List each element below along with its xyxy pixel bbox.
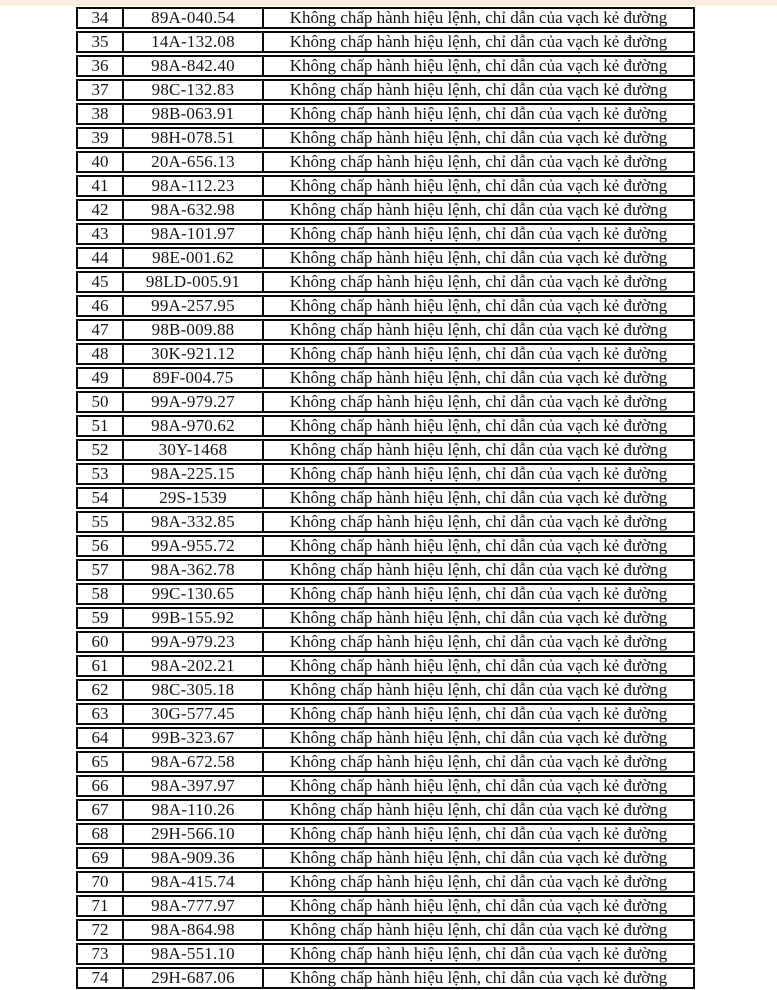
row-number-cell: 44 xyxy=(76,247,124,269)
violation-text-cell: Không chấp hành hiệu lệnh, chỉ dẫn của vạch kẻ đường xyxy=(264,631,695,653)
table-row xyxy=(76,55,695,77)
table-row xyxy=(76,271,695,293)
row-number-cell: 57 xyxy=(76,559,124,581)
plate-number-cell: 99B-155.92 xyxy=(124,607,264,629)
plate-number-cell: 98A-332.85 xyxy=(124,511,264,533)
plate-number-cell: 29H-687.06 xyxy=(124,967,264,989)
table-row xyxy=(76,487,695,509)
plate-number-cell: 98A-909.36 xyxy=(124,847,264,869)
violation-text-cell: Không chấp hành hiệu lệnh, chỉ dẫn của vạch kẻ đường xyxy=(264,151,695,173)
violation-text-cell: Không chấp hành hiệu lệnh, chỉ dẫn của vạch kẻ đường xyxy=(264,319,695,341)
table-row xyxy=(76,607,695,629)
plate-number-cell: 98LD-005.91 xyxy=(124,271,264,293)
table-row xyxy=(76,775,695,797)
table-row xyxy=(76,559,695,581)
plate-number-cell: 29H-566.10 xyxy=(124,823,264,845)
table-row xyxy=(76,751,695,773)
table-row xyxy=(76,703,695,725)
violation-text-cell: Không chấp hành hiệu lệnh, chỉ dẫn của vạch kẻ đường xyxy=(264,343,695,365)
violation-text-cell: Không chấp hành hiệu lệnh, chỉ dẫn của vạch kẻ đường xyxy=(264,31,695,53)
violation-text-cell: Không chấp hành hiệu lệnh, chỉ dẫn của vạch kẻ đường xyxy=(264,583,695,605)
row-number-cell: 74 xyxy=(76,967,124,989)
violation-text-cell: Không chấp hành hiệu lệnh, chỉ dẫn của vạch kẻ đường xyxy=(264,775,695,797)
violation-text-cell: Không chấp hành hiệu lệnh, chỉ dẫn của vạch kẻ đường xyxy=(264,511,695,533)
table-row xyxy=(76,871,695,893)
table-row xyxy=(76,199,695,221)
row-number-cell: 38 xyxy=(76,103,124,125)
table-row xyxy=(76,7,695,29)
violation-text-cell: Không chấp hành hiệu lệnh, chỉ dẫn của vạch kẻ đường xyxy=(264,199,695,221)
plate-number-cell: 98B-009.88 xyxy=(124,319,264,341)
row-number-cell: 60 xyxy=(76,631,124,653)
row-number-cell: 62 xyxy=(76,679,124,701)
violation-text-cell: Không chấp hành hiệu lệnh, chỉ dẫn của vạch kẻ đường xyxy=(264,535,695,557)
violation-text-cell: Không chấp hành hiệu lệnh, chỉ dẫn của vạch kẻ đường xyxy=(264,463,695,485)
table-row xyxy=(76,847,695,869)
table-row xyxy=(76,919,695,941)
row-number-cell: 65 xyxy=(76,751,124,773)
row-number-cell: 41 xyxy=(76,175,124,197)
table-row xyxy=(76,655,695,677)
row-number-cell: 50 xyxy=(76,391,124,413)
row-number-cell: 36 xyxy=(76,55,124,77)
plate-number-cell: 98A-397.97 xyxy=(124,775,264,797)
table-body xyxy=(76,7,695,989)
table-row xyxy=(76,367,695,389)
violation-text-cell: Không chấp hành hiệu lệnh, chỉ dẫn của vạch kẻ đường xyxy=(264,223,695,245)
plate-number-cell: 98A-632.98 xyxy=(124,199,264,221)
row-number-cell: 48 xyxy=(76,343,124,365)
row-number-cell: 59 xyxy=(76,607,124,629)
table-row xyxy=(76,127,695,149)
plate-number-cell: 98C-132.83 xyxy=(124,79,264,101)
table-row xyxy=(76,895,695,917)
plate-number-cell: 20A-656.13 xyxy=(124,151,264,173)
plate-number-cell: 98A-101.97 xyxy=(124,223,264,245)
row-number-cell: 64 xyxy=(76,727,124,749)
violation-text-cell: Không chấp hành hiệu lệnh, chỉ dẫn của vạch kẻ đường xyxy=(264,823,695,845)
row-number-cell: 53 xyxy=(76,463,124,485)
plate-number-cell: 98A-225.15 xyxy=(124,463,264,485)
table-row xyxy=(76,175,695,197)
row-number-cell: 73 xyxy=(76,943,124,965)
table-row xyxy=(76,943,695,965)
row-number-cell: 34 xyxy=(76,7,124,29)
row-number-cell: 72 xyxy=(76,919,124,941)
table-row xyxy=(76,439,695,461)
table-row xyxy=(76,79,695,101)
row-number-cell: 61 xyxy=(76,655,124,677)
violation-text-cell: Không chấp hành hiệu lệnh, chỉ dẫn của vạch kẻ đường xyxy=(264,367,695,389)
violation-text-cell: Không chấp hành hiệu lệnh, chỉ dẫn của vạch kẻ đường xyxy=(264,847,695,869)
table-row xyxy=(76,103,695,125)
table-row xyxy=(76,319,695,341)
plate-number-cell: 99A-979.27 xyxy=(124,391,264,413)
row-number-cell: 68 xyxy=(76,823,124,845)
plate-number-cell: 99A-979.23 xyxy=(124,631,264,653)
violation-text-cell: Không chấp hành hiệu lệnh, chỉ dẫn của vạch kẻ đường xyxy=(264,751,695,773)
plate-number-cell: 98E-001.62 xyxy=(124,247,264,269)
table-row xyxy=(76,511,695,533)
violation-text-cell: Không chấp hành hiệu lệnh, chỉ dẫn của vạch kẻ đường xyxy=(264,607,695,629)
plate-number-cell: 98A-112.23 xyxy=(124,175,264,197)
row-number-cell: 42 xyxy=(76,199,124,221)
violation-text-cell: Không chấp hành hiệu lệnh, chỉ dẫn của vạch kẻ đường xyxy=(264,415,695,437)
table-row xyxy=(76,415,695,437)
plate-number-cell: 30Y-1468 xyxy=(124,439,264,461)
plate-number-cell: 98A-777.97 xyxy=(124,895,264,917)
violation-text-cell: Không chấp hành hiệu lệnh, chỉ dẫn của vạch kẻ đường xyxy=(264,55,695,77)
violation-text-cell: Không chấp hành hiệu lệnh, chỉ dẫn của vạch kẻ đường xyxy=(264,895,695,917)
row-number-cell: 43 xyxy=(76,223,124,245)
plate-number-cell: 99A-955.72 xyxy=(124,535,264,557)
table-row xyxy=(76,463,695,485)
table-row xyxy=(76,583,695,605)
plate-number-cell: 98H-078.51 xyxy=(124,127,264,149)
table-row xyxy=(76,295,695,317)
table-row xyxy=(76,535,695,557)
table-row xyxy=(76,151,695,173)
table-row xyxy=(76,343,695,365)
row-number-cell: 63 xyxy=(76,703,124,725)
plate-number-cell: 89A-040.54 xyxy=(124,7,264,29)
violation-text-cell: Không chấp hành hiệu lệnh, chỉ dẫn của vạch kẻ đường xyxy=(264,727,695,749)
violation-text-cell: Không chấp hành hiệu lệnh, chỉ dẫn của vạch kẻ đường xyxy=(264,103,695,125)
row-number-cell: 45 xyxy=(76,271,124,293)
row-number-cell: 56 xyxy=(76,535,124,557)
row-number-cell: 40 xyxy=(76,151,124,173)
table-row xyxy=(76,679,695,701)
violation-text-cell: Không chấp hành hiệu lệnh, chỉ dẫn của vạch kẻ đường xyxy=(264,679,695,701)
violation-text-cell: Không chấp hành hiệu lệnh, chỉ dẫn của vạch kẻ đường xyxy=(264,79,695,101)
table-row xyxy=(76,391,695,413)
row-number-cell: 67 xyxy=(76,799,124,821)
table-row xyxy=(76,247,695,269)
plate-number-cell: 98A-551.10 xyxy=(124,943,264,965)
row-number-cell: 69 xyxy=(76,847,124,869)
row-number-cell: 66 xyxy=(76,775,124,797)
violation-text-cell: Không chấp hành hiệu lệnh, chỉ dẫn của vạch kẻ đường xyxy=(264,799,695,821)
plate-number-cell: 89F-004.75 xyxy=(124,367,264,389)
plate-number-cell: 98A-864.98 xyxy=(124,919,264,941)
violation-text-cell: Không chấp hành hiệu lệnh, chỉ dẫn của vạch kẻ đường xyxy=(264,295,695,317)
row-number-cell: 70 xyxy=(76,871,124,893)
plate-number-cell: 14A-132.08 xyxy=(124,31,264,53)
row-number-cell: 54 xyxy=(76,487,124,509)
table-row xyxy=(76,631,695,653)
violation-text-cell: Không chấp hành hiệu lệnh, chỉ dẫn của vạch kẻ đường xyxy=(264,871,695,893)
row-number-cell: 55 xyxy=(76,511,124,533)
plate-number-cell: 98A-970.62 xyxy=(124,415,264,437)
table-row xyxy=(76,31,695,53)
violation-text-cell: Không chấp hành hiệu lệnh, chỉ dẫn của vạch kẻ đường xyxy=(264,655,695,677)
row-number-cell: 51 xyxy=(76,415,124,437)
violation-text-cell: Không chấp hành hiệu lệnh, chỉ dẫn của vạch kẻ đường xyxy=(264,559,695,581)
plate-number-cell: 99C-130.65 xyxy=(124,583,264,605)
row-number-cell: 71 xyxy=(76,895,124,917)
plate-number-cell: 99B-323.67 xyxy=(124,727,264,749)
violation-text-cell: Không chấp hành hiệu lệnh, chỉ dẫn của vạch kẻ đường xyxy=(264,175,695,197)
row-number-cell: 49 xyxy=(76,367,124,389)
violation-text-cell: Không chấp hành hiệu lệnh, chỉ dẫn của vạch kẻ đường xyxy=(264,127,695,149)
row-number-cell: 39 xyxy=(76,127,124,149)
table-row xyxy=(76,967,695,989)
violation-text-cell: Không chấp hành hiệu lệnh, chỉ dẫn của vạch kẻ đường xyxy=(264,391,695,413)
violation-table xyxy=(76,5,695,990)
violation-text-cell: Không chấp hành hiệu lệnh, chỉ dẫn của vạch kẻ đường xyxy=(264,439,695,461)
violation-text-cell: Không chấp hành hiệu lệnh, chỉ dẫn của vạch kẻ đường xyxy=(264,247,695,269)
violation-text-cell: Không chấp hành hiệu lệnh, chỉ dẫn của vạch kẻ đường xyxy=(264,967,695,989)
table-row xyxy=(76,727,695,749)
violation-text-cell: Không chấp hành hiệu lệnh, chỉ dẫn của vạch kẻ đường xyxy=(264,7,695,29)
violation-text-cell: Không chấp hành hiệu lệnh, chỉ dẫn của vạch kẻ đường xyxy=(264,271,695,293)
row-number-cell: 46 xyxy=(76,295,124,317)
plate-number-cell: 98A-415.74 xyxy=(124,871,264,893)
plate-number-cell: 30G-577.45 xyxy=(124,703,264,725)
violation-text-cell: Không chấp hành hiệu lệnh, chỉ dẫn của vạch kẻ đường xyxy=(264,919,695,941)
plate-number-cell: 98B-063.91 xyxy=(124,103,264,125)
plate-number-cell: 98A-672.58 xyxy=(124,751,264,773)
violation-text-cell: Không chấp hành hiệu lệnh, chỉ dẫn của vạch kẻ đường xyxy=(264,943,695,965)
plate-number-cell: 98C-305.18 xyxy=(124,679,264,701)
plate-number-cell: 98A-842.40 xyxy=(124,55,264,77)
table-row xyxy=(76,223,695,245)
violation-text-cell: Không chấp hành hiệu lệnh, chỉ dẫn của vạch kẻ đường xyxy=(264,703,695,725)
table-row xyxy=(76,823,695,845)
plate-number-cell: 98A-110.26 xyxy=(124,799,264,821)
plate-number-cell: 30K-921.12 xyxy=(124,343,264,365)
row-number-cell: 37 xyxy=(76,79,124,101)
row-number-cell: 47 xyxy=(76,319,124,341)
row-number-cell: 52 xyxy=(76,439,124,461)
row-number-cell: 58 xyxy=(76,583,124,605)
row-number-cell: 35 xyxy=(76,31,124,53)
violation-text-cell: Không chấp hành hiệu lệnh, chỉ dẫn của vạch kẻ đường xyxy=(264,487,695,509)
plate-number-cell: 98A-362.78 xyxy=(124,559,264,581)
plate-number-cell: 99A-257.95 xyxy=(124,295,264,317)
plate-number-cell: 29S-1539 xyxy=(124,487,264,509)
plate-number-cell: 98A-202.21 xyxy=(124,655,264,677)
table-row xyxy=(76,799,695,821)
